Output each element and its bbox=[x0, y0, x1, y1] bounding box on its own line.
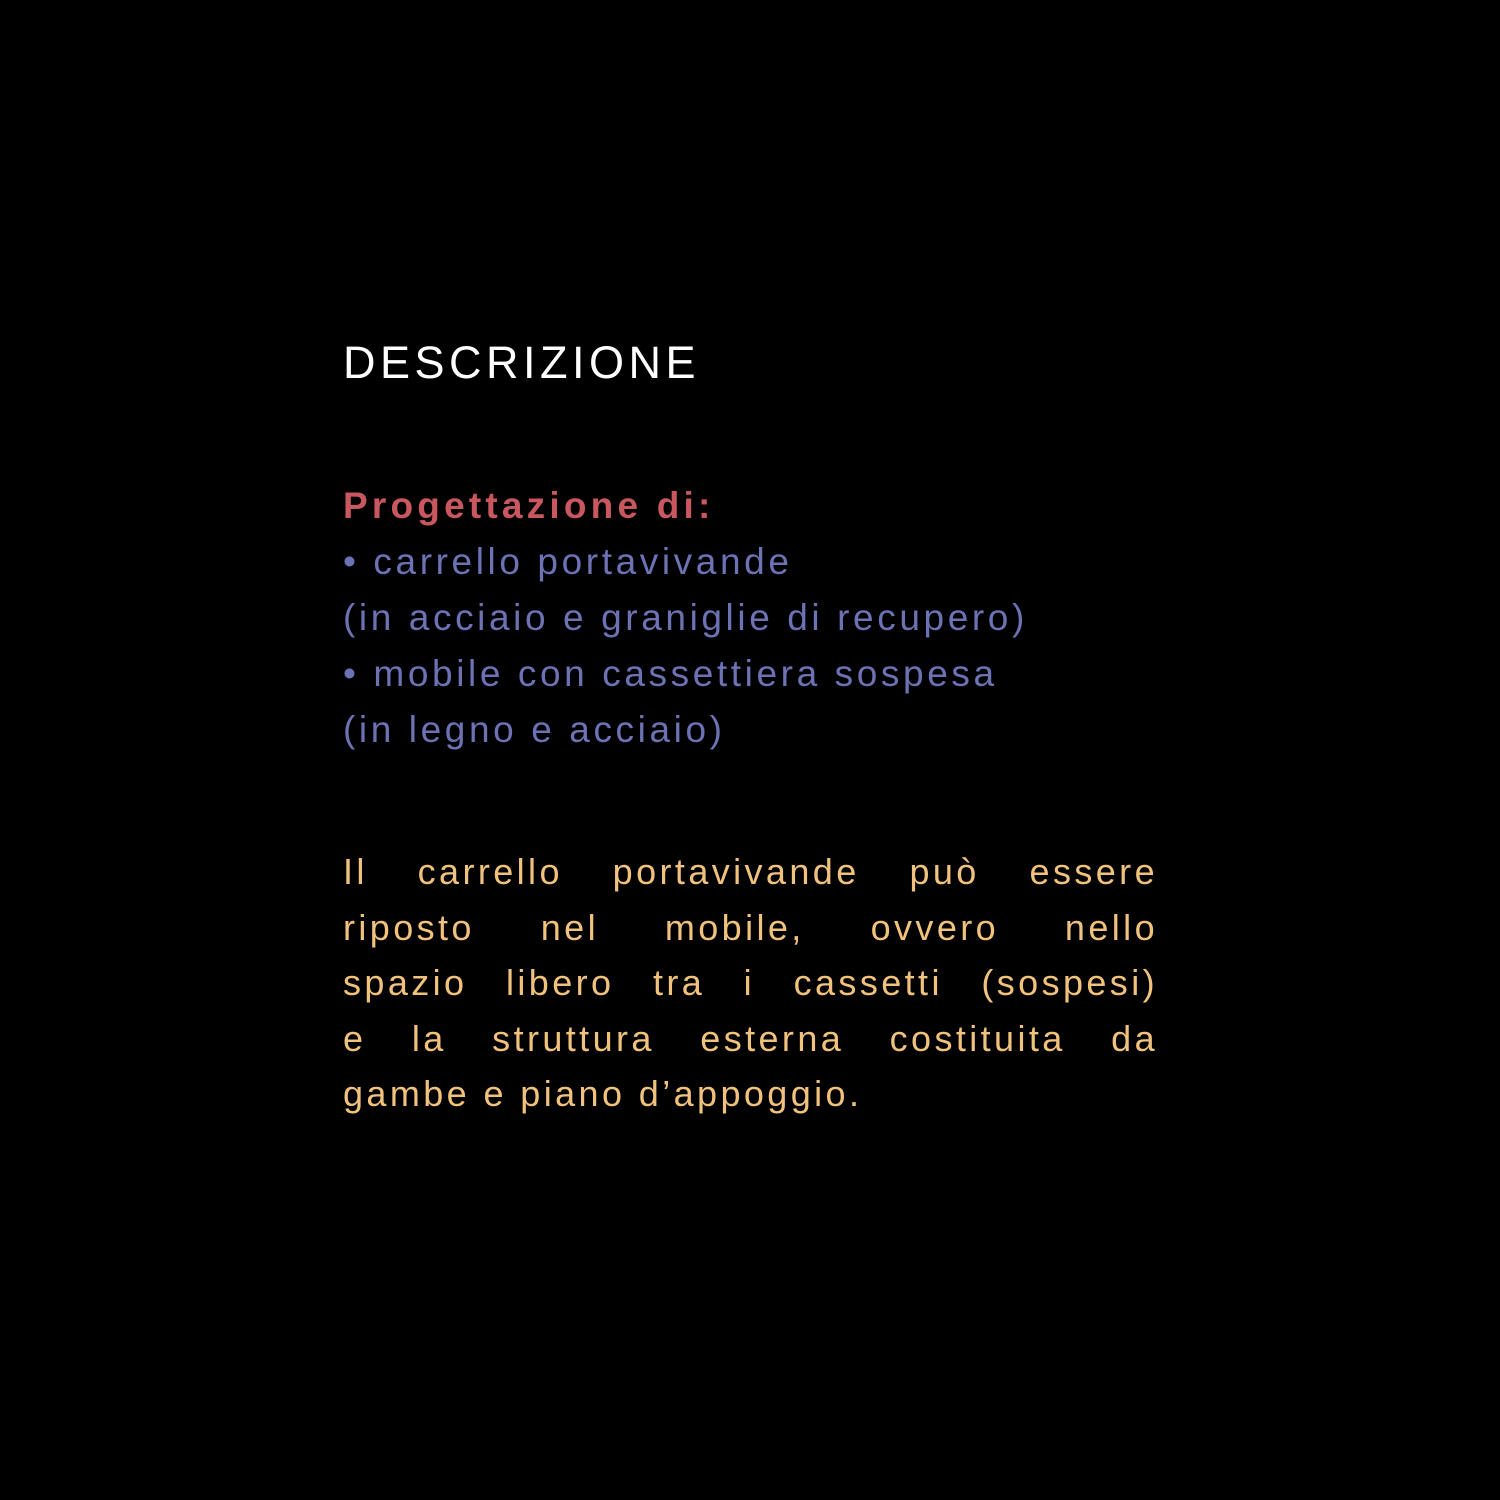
paragraph-line: Il carrello portavivande può essere bbox=[343, 851, 1158, 892]
design-list-item-detail: (in legno e acciaio) bbox=[343, 709, 726, 750]
paragraph-line: spazio libero tra i cassetti (sospesi) bbox=[343, 962, 1158, 1003]
design-list bbox=[343, 534, 1158, 758]
design-list-item: • mobile con cassettiera sospesa bbox=[343, 653, 998, 694]
page-title: DESCRIZIONE bbox=[343, 337, 701, 388]
description-panel bbox=[343, 336, 1158, 1122]
design-heading: Progettazione di: bbox=[343, 485, 715, 526]
description-paragraph bbox=[343, 844, 1158, 1122]
paragraph-line: e la struttura esterna costituita da bbox=[343, 1017, 1158, 1059]
design-list-item-detail: (in acciaio e graniglie di recupero) bbox=[343, 597, 1028, 638]
design-list-item: • carrello portavivande bbox=[343, 541, 793, 582]
paragraph-line: riposto nel mobile, ovvero nello bbox=[343, 906, 1158, 948]
paragraph-line: gambe e piano d’appoggio. bbox=[343, 1073, 863, 1114]
